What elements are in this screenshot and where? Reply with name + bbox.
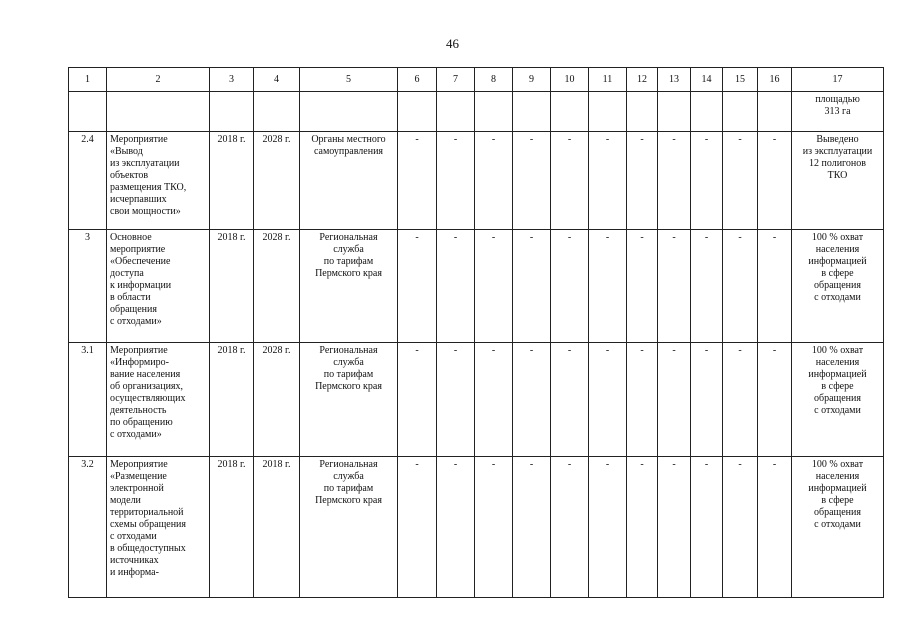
indicator-cell: - — [475, 230, 513, 343]
indicator-cell: - — [437, 457, 475, 598]
indicator-cell: - — [627, 457, 658, 598]
end-year-cell: 2028 г. — [254, 230, 300, 343]
executor-cell — [300, 92, 398, 132]
indicator-cell: - — [589, 230, 627, 343]
column-header: 4 — [254, 68, 300, 92]
indicator-cell: - — [475, 343, 513, 457]
result-cell: 100 % охват населения информацией в сфере обращения с отходами — [792, 457, 884, 598]
indicator-cell — [398, 92, 437, 132]
executor-cell: Органы местного самоуправления — [300, 132, 398, 230]
indicator-cell: - — [513, 343, 551, 457]
indicator-cell: - — [475, 132, 513, 230]
executor-cell: Региональная служба по тарифам Пермского края — [300, 230, 398, 343]
indicator-cell: - — [551, 230, 589, 343]
indicator-cell: - — [627, 132, 658, 230]
column-header: 5 — [300, 68, 398, 92]
row-number-cell: 3.1 — [69, 343, 107, 457]
measures-table — [68, 67, 884, 598]
indicator-cell: - — [627, 230, 658, 343]
column-header: 17 — [792, 68, 884, 92]
indicator-cell: - — [691, 132, 723, 230]
result-cell: площадью 313 га — [792, 92, 884, 132]
indicator-cell: - — [758, 343, 792, 457]
start-year-cell: 2018 г. — [210, 132, 254, 230]
column-header: 9 — [513, 68, 551, 92]
result-cell: 100 % охват населения информацией в сфере обращения с отходами — [792, 230, 884, 343]
indicator-cell — [723, 92, 758, 132]
indicator-cell: - — [589, 457, 627, 598]
measure-name-cell: Мероприятие «Вывод из эксплуатации объектов размещения ТКО, исчерпавших свои мощности» — [107, 132, 210, 230]
indicator-cell: - — [551, 343, 589, 457]
indicator-cell — [658, 92, 691, 132]
indicator-cell: - — [723, 457, 758, 598]
table-row — [69, 457, 884, 598]
indicator-cell: - — [723, 230, 758, 343]
end-year-cell: 2018 г. — [254, 457, 300, 598]
indicator-cell: - — [437, 343, 475, 457]
indicator-cell: - — [551, 132, 589, 230]
indicator-cell: - — [398, 132, 437, 230]
end-year-cell: 2028 г. — [254, 132, 300, 230]
indicator-cell: - — [658, 230, 691, 343]
indicator-cell: - — [437, 132, 475, 230]
indicator-cell: - — [691, 343, 723, 457]
column-header: 12 — [627, 68, 658, 92]
executor-cell: Региональная служба по тарифам Пермского края — [300, 343, 398, 457]
start-year-cell: 2018 г. — [210, 457, 254, 598]
indicator-cell: - — [475, 457, 513, 598]
indicator-cell: - — [589, 132, 627, 230]
start-year-cell: 2018 г. — [210, 230, 254, 343]
end-year-cell — [254, 92, 300, 132]
indicator-cell — [551, 92, 589, 132]
indicator-cell: - — [398, 230, 437, 343]
indicator-cell — [627, 92, 658, 132]
row-number-cell: 2.4 — [69, 132, 107, 230]
measure-name-cell: Мероприятие «Информиро- вание населения об организациях, осуществляющих деятельность по обращению с отходами» — [107, 343, 210, 457]
indicator-cell: - — [513, 230, 551, 343]
table-row — [69, 92, 884, 132]
measure-name-cell — [107, 92, 210, 132]
column-header: 2 — [107, 68, 210, 92]
column-header: 13 — [658, 68, 691, 92]
indicator-cell: - — [758, 132, 792, 230]
indicator-cell: - — [513, 132, 551, 230]
start-year-cell: 2018 г. — [210, 343, 254, 457]
indicator-cell: - — [437, 230, 475, 343]
column-header: 8 — [475, 68, 513, 92]
indicator-cell — [513, 92, 551, 132]
table-row — [69, 132, 884, 230]
indicator-cell: - — [658, 343, 691, 457]
indicator-cell: - — [658, 457, 691, 598]
end-year-cell: 2028 г. — [254, 343, 300, 457]
row-number-cell: 3 — [69, 230, 107, 343]
column-header: 3 — [210, 68, 254, 92]
column-header: 10 — [551, 68, 589, 92]
column-header: 11 — [589, 68, 627, 92]
table-row — [69, 343, 884, 457]
indicator-cell — [758, 92, 792, 132]
measure-name-cell: Мероприятие «Размещение электронной модели территориальной схемы обращения с отходами в общедоступных источниках и информа- — [107, 457, 210, 598]
result-cell: Выведено из эксплуатации 12 полигонов ТКО — [792, 132, 884, 230]
executor-cell: Региональная служба по тарифам Пермского края — [300, 457, 398, 598]
page-number: 46 — [446, 36, 459, 51]
column-header: 1 — [69, 68, 107, 92]
indicator-cell: - — [723, 343, 758, 457]
column-header: 16 — [758, 68, 792, 92]
indicator-cell: - — [691, 230, 723, 343]
indicator-cell: - — [758, 457, 792, 598]
indicator-cell — [691, 92, 723, 132]
start-year-cell — [210, 92, 254, 132]
measure-name-cell: Основное мероприятие «Обеспечение доступа к информации в области обращения с отходами» — [107, 230, 210, 343]
indicator-cell — [589, 92, 627, 132]
column-header: 6 — [398, 68, 437, 92]
indicator-cell: - — [627, 343, 658, 457]
column-header: 15 — [723, 68, 758, 92]
table-row — [69, 230, 884, 343]
indicator-cell — [437, 92, 475, 132]
indicator-cell: - — [398, 343, 437, 457]
result-cell: 100 % охват населения информацией в сфере обращения с отходами — [792, 343, 884, 457]
indicator-cell: - — [551, 457, 589, 598]
column-header: 14 — [691, 68, 723, 92]
indicator-cell: - — [398, 457, 437, 598]
row-number-cell: 3.2 — [69, 457, 107, 598]
indicator-cell: - — [589, 343, 627, 457]
indicator-cell — [475, 92, 513, 132]
column-number-row — [69, 68, 884, 92]
indicator-cell: - — [658, 132, 691, 230]
column-header: 7 — [437, 68, 475, 92]
indicator-cell: - — [723, 132, 758, 230]
indicator-cell: - — [758, 230, 792, 343]
indicator-cell: - — [691, 457, 723, 598]
indicator-cell: - — [513, 457, 551, 598]
row-number-cell — [69, 92, 107, 132]
